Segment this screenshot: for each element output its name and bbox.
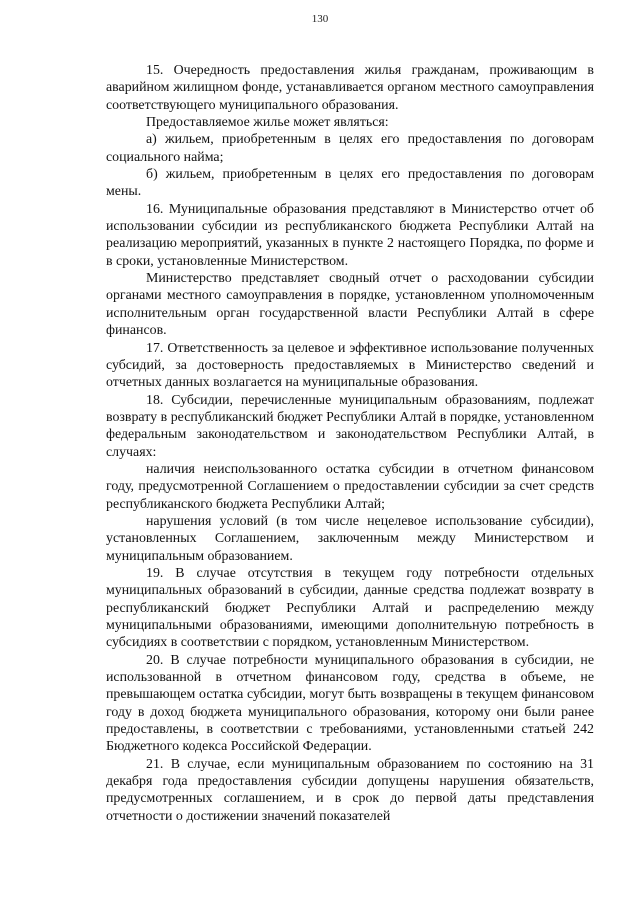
paragraph-15: 15. Очередность предоставления жилья гражданам, проживающим в аварийном жилищном фонде, устанавливается органом местного самоуправления соответствующего муниципального образования. [106,63,594,113]
paragraph-17: 17. Ответственность за целевое и эффективное использование полученных субсидий, за достоверность предоставляемых в Министерство сведений и отчетных данных возлагается на муниципальные образования. [106,340,594,391]
paragraph-ministry-report: Министерство представляет сводный отчет о расходовании субсидии органами местного самоуправления в порядке, установленном уполномоченным исполнительным орган государственной власти Республики Алтай в сфере финансов. [106,271,594,339]
document-body [106,62,594,825]
paragraph-18: 18. Субсидии, перечисленные муниципальным образованиям, подлежат возврату в республиканский бюджет Республики Алтай в порядке, установленном федеральным законодательством и законодательством Республики Алтай, в случаях: [106,392,594,460]
paragraph-item-a: а) жильем, приобретенным в целях его предоставления по договорам социального найма; [106,132,594,165]
paragraph-housing-intro: Предоставляемое жилье может являться: [146,115,389,131]
paragraph-20: 20. В случае потребности муниципального образования в субсидии, не использованной в отчетном финансовом году, средства в объеме, не превышающем остатка субсидии, могут быть возвращены в текущем финансовом году в доход бюджета муниципального образования, которому они были ранее предоставлены, в соответствии с требованиями, установленными статьей 242 Бюджетного кодекса Российской Федерации. [106,652,594,755]
paragraph-18-case-1: наличия неиспользованного остатка субсидии в отчетном финансовом году, предусмотренной Соглашением о предоставлении субсидии за счет средств республиканского бюджета Республики Алтай; [106,461,594,512]
page-number: 130 [311,13,329,25]
paragraph-21: 21. В случае, если муниципальным образованием по состоянию на 31 декабря года предоставления субсидии допущены нарушения обязательств, предусмотренных соглашением, и в срок до первой даты представления отчетности о достижении значений показателей [106,756,594,824]
paragraph-item-b: б) жильем, приобретенным в целях его предоставления по договорам мены. [106,167,594,200]
paragraph-16: 16. Муниципальные образования представляют в Министерство отчет об использовании субсидии из республиканского бюджета Республики Алтай на реализацию мероприятий, указанных в пункте 2 настоящего Порядка, по форме и в сроки, установленные Министерством. [106,201,594,269]
paragraph-19: 19. В случае отсутствия в текущем году потребности отдельных муниципальных образований в субсидии, данные средства подлежат возврату в республиканский бюджет Республики Алтай и распределению между муниципальными образованиями, имеющими дополнительную потребность в субсидиях в соответствии с порядком, установленным Министерством. [106,565,594,651]
paragraph-18-case-2: нарушения условий (в том числе нецелевое использование субсидии), установленных Соглашением, заключенным между Министерством и муниципальным образованием. [106,513,594,564]
